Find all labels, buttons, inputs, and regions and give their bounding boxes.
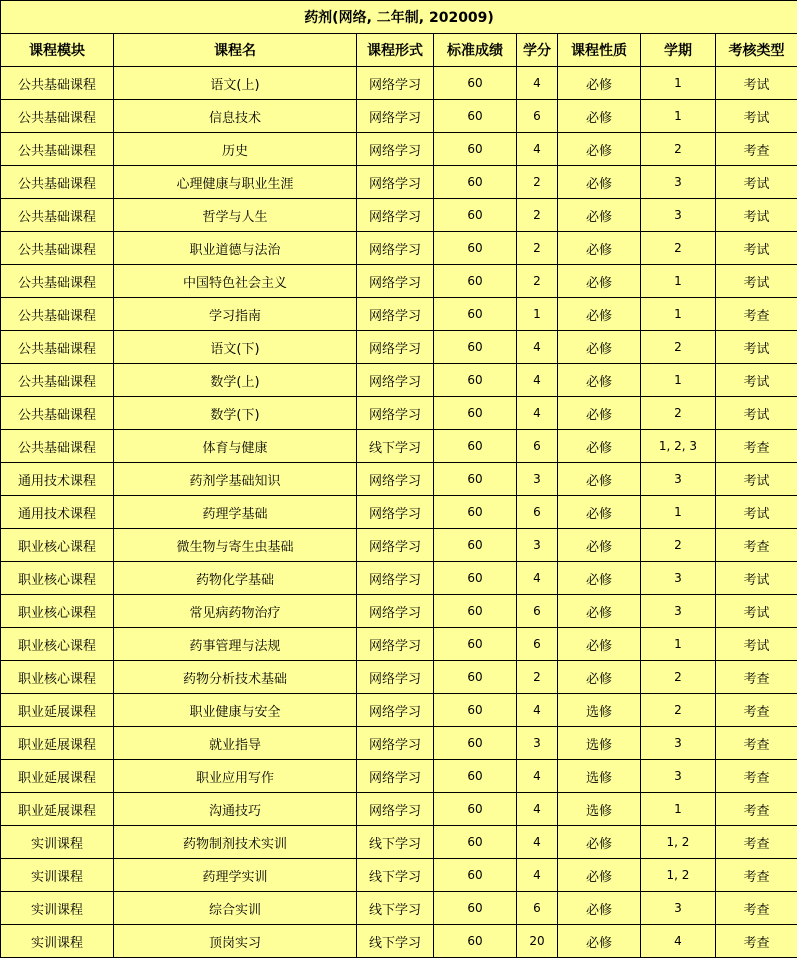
cell-course-type: 选修 — [558, 793, 641, 826]
cell-module: 公共基础课程 — [1, 364, 114, 397]
table-row — [1, 166, 797, 199]
cell-standard-score: 60 — [434, 595, 517, 628]
cell-course-type: 必修 — [558, 529, 641, 562]
table-title: 药剂(网络, 二年制, 202009) — [1, 1, 797, 34]
cell-credits: 20 — [517, 925, 558, 958]
cell-standard-score: 60 — [434, 760, 517, 793]
cell-credits: 4 — [517, 562, 558, 595]
cell-course-format: 网络学习 — [357, 232, 434, 265]
cell-course-name: 药物化学基础 — [114, 562, 357, 595]
table-row — [1, 364, 797, 397]
table-row — [1, 298, 797, 331]
cell-semester: 3 — [641, 595, 716, 628]
table-row — [1, 133, 797, 166]
cell-module: 实训课程 — [1, 925, 114, 958]
cell-credits: 2 — [517, 166, 558, 199]
cell-course-type: 必修 — [558, 397, 641, 430]
cell-course-type: 必修 — [558, 925, 641, 958]
cell-module: 职业核心课程 — [1, 529, 114, 562]
cell-standard-score: 60 — [434, 232, 517, 265]
cell-credits: 6 — [517, 100, 558, 133]
cell-standard-score: 60 — [434, 265, 517, 298]
column-header-course-format: 课程形式 — [357, 34, 434, 67]
table-row — [1, 496, 797, 529]
cell-course-type: 必修 — [558, 562, 641, 595]
cell-credits: 6 — [517, 496, 558, 529]
cell-semester: 1 — [641, 364, 716, 397]
cell-course-name: 历史 — [114, 133, 357, 166]
cell-course-format: 网络学习 — [357, 265, 434, 298]
cell-standard-score: 60 — [434, 892, 517, 925]
cell-module: 公共基础课程 — [1, 265, 114, 298]
column-header-credits: 学分 — [517, 34, 558, 67]
table-row — [1, 562, 797, 595]
cell-standard-score: 60 — [434, 628, 517, 661]
cell-semester: 3 — [641, 727, 716, 760]
cell-course-name: 体育与健康 — [114, 430, 357, 463]
cell-course-name: 药剂学基础知识 — [114, 463, 357, 496]
cell-course-name: 信息技术 — [114, 100, 357, 133]
cell-semester: 3 — [641, 562, 716, 595]
cell-assessment-type: 考试 — [716, 100, 797, 133]
cell-credits: 4 — [517, 694, 558, 727]
table-row — [1, 694, 797, 727]
column-header-module: 课程模块 — [1, 34, 114, 67]
cell-course-type: 选修 — [558, 727, 641, 760]
cell-standard-score: 60 — [434, 364, 517, 397]
cell-course-name: 顶岗实习 — [114, 925, 357, 958]
cell-assessment-type: 考试 — [716, 166, 797, 199]
cell-assessment-type: 考试 — [716, 595, 797, 628]
cell-credits: 3 — [517, 727, 558, 760]
title-row — [1, 1, 797, 34]
cell-course-type: 必修 — [558, 232, 641, 265]
cell-semester: 1 — [641, 496, 716, 529]
cell-assessment-type: 考试 — [716, 463, 797, 496]
cell-standard-score: 60 — [434, 100, 517, 133]
cell-course-name: 语文(下) — [114, 331, 357, 364]
table-row — [1, 892, 797, 925]
cell-credits: 6 — [517, 628, 558, 661]
cell-course-format: 线下学习 — [357, 859, 434, 892]
cell-assessment-type: 考试 — [716, 67, 797, 100]
table-body — [1, 67, 797, 958]
cell-semester: 2 — [641, 232, 716, 265]
cell-course-type: 必修 — [558, 166, 641, 199]
cell-credits: 4 — [517, 793, 558, 826]
cell-credits: 2 — [517, 265, 558, 298]
cell-course-format: 网络学习 — [357, 397, 434, 430]
cell-course-format: 网络学习 — [357, 562, 434, 595]
cell-assessment-type: 考查 — [716, 727, 797, 760]
cell-semester: 1 — [641, 265, 716, 298]
table-row — [1, 793, 797, 826]
cell-semester: 1 — [641, 298, 716, 331]
cell-credits: 4 — [517, 364, 558, 397]
table-row — [1, 826, 797, 859]
cell-course-type: 必修 — [558, 628, 641, 661]
cell-course-format: 网络学习 — [357, 793, 434, 826]
cell-assessment-type: 考查 — [716, 760, 797, 793]
cell-semester: 2 — [641, 694, 716, 727]
cell-credits: 4 — [517, 397, 558, 430]
cell-course-format: 网络学习 — [357, 199, 434, 232]
cell-credits: 6 — [517, 430, 558, 463]
cell-course-format: 网络学习 — [357, 364, 434, 397]
cell-course-type: 必修 — [558, 661, 641, 694]
cell-module: 公共基础课程 — [1, 397, 114, 430]
table-row — [1, 199, 797, 232]
cell-course-type: 必修 — [558, 298, 641, 331]
cell-module: 公共基础课程 — [1, 133, 114, 166]
cell-standard-score: 60 — [434, 826, 517, 859]
cell-course-format: 网络学习 — [357, 661, 434, 694]
table-row — [1, 727, 797, 760]
cell-semester: 2 — [641, 397, 716, 430]
cell-module: 通用技术课程 — [1, 463, 114, 496]
cell-assessment-type: 考试 — [716, 331, 797, 364]
cell-standard-score: 60 — [434, 166, 517, 199]
cell-course-type: 必修 — [558, 892, 641, 925]
cell-standard-score: 60 — [434, 199, 517, 232]
cell-course-format: 网络学习 — [357, 595, 434, 628]
cell-standard-score: 60 — [434, 67, 517, 100]
cell-assessment-type: 考查 — [716, 793, 797, 826]
cell-course-name: 哲学与人生 — [114, 199, 357, 232]
cell-assessment-type: 考查 — [716, 430, 797, 463]
cell-assessment-type: 考查 — [716, 859, 797, 892]
cell-semester: 2 — [641, 661, 716, 694]
cell-semester: 1, 2, 3 — [641, 430, 716, 463]
cell-course-format: 网络学习 — [357, 760, 434, 793]
cell-course-format: 网络学习 — [357, 298, 434, 331]
cell-course-type: 必修 — [558, 826, 641, 859]
column-header-semester: 学期 — [641, 34, 716, 67]
cell-semester: 4 — [641, 925, 716, 958]
cell-course-format: 网络学习 — [357, 67, 434, 100]
cell-course-name: 学习指南 — [114, 298, 357, 331]
cell-course-name: 药理学基础 — [114, 496, 357, 529]
cell-credits: 4 — [517, 760, 558, 793]
cell-assessment-type: 考查 — [716, 661, 797, 694]
cell-course-format: 线下学习 — [357, 430, 434, 463]
cell-course-format: 网络学习 — [357, 100, 434, 133]
cell-module: 通用技术课程 — [1, 496, 114, 529]
cell-course-name: 沟通技巧 — [114, 793, 357, 826]
cell-semester: 2 — [641, 133, 716, 166]
cell-credits: 2 — [517, 199, 558, 232]
table-row — [1, 100, 797, 133]
cell-course-format: 网络学习 — [357, 694, 434, 727]
cell-semester: 3 — [641, 463, 716, 496]
cell-standard-score: 60 — [434, 298, 517, 331]
cell-course-name: 药理学实训 — [114, 859, 357, 892]
cell-semester: 1, 2 — [641, 826, 716, 859]
cell-credits: 3 — [517, 463, 558, 496]
cell-module: 职业核心课程 — [1, 562, 114, 595]
table-row — [1, 760, 797, 793]
cell-module: 公共基础课程 — [1, 166, 114, 199]
cell-module: 公共基础课程 — [1, 430, 114, 463]
cell-course-type: 必修 — [558, 331, 641, 364]
cell-module: 公共基础课程 — [1, 331, 114, 364]
cell-course-type: 必修 — [558, 364, 641, 397]
cell-assessment-type: 考查 — [716, 826, 797, 859]
table-row — [1, 331, 797, 364]
cell-course-name: 常见病药物治疗 — [114, 595, 357, 628]
cell-credits: 3 — [517, 529, 558, 562]
cell-course-format: 线下学习 — [357, 925, 434, 958]
cell-module: 实训课程 — [1, 859, 114, 892]
cell-course-name: 综合实训 — [114, 892, 357, 925]
cell-course-type: 必修 — [558, 595, 641, 628]
cell-module: 实训课程 — [1, 892, 114, 925]
column-header-assessment-type: 考核类型 — [716, 34, 797, 67]
table-row — [1, 628, 797, 661]
cell-module: 职业核心课程 — [1, 595, 114, 628]
cell-semester: 3 — [641, 166, 716, 199]
cell-course-name: 数学(下) — [114, 397, 357, 430]
cell-course-format: 网络学习 — [357, 463, 434, 496]
cell-standard-score: 60 — [434, 859, 517, 892]
cell-semester: 2 — [641, 529, 716, 562]
table-row — [1, 859, 797, 892]
cell-module: 公共基础课程 — [1, 100, 114, 133]
cell-course-name: 微生物与寄生虫基础 — [114, 529, 357, 562]
cell-assessment-type: 考试 — [716, 232, 797, 265]
cell-standard-score: 60 — [434, 793, 517, 826]
cell-credits: 4 — [517, 67, 558, 100]
cell-module: 职业延展课程 — [1, 760, 114, 793]
cell-course-type: 必修 — [558, 100, 641, 133]
cell-semester: 1 — [641, 67, 716, 100]
cell-assessment-type: 考试 — [716, 628, 797, 661]
table-row — [1, 265, 797, 298]
cell-assessment-type: 考查 — [716, 925, 797, 958]
cell-course-type: 必修 — [558, 430, 641, 463]
cell-module: 实训课程 — [1, 826, 114, 859]
table-row — [1, 67, 797, 100]
cell-course-type: 必修 — [558, 133, 641, 166]
cell-course-name: 职业应用写作 — [114, 760, 357, 793]
cell-standard-score: 60 — [434, 397, 517, 430]
cell-module: 职业延展课程 — [1, 694, 114, 727]
cell-course-name: 职业健康与安全 — [114, 694, 357, 727]
cell-assessment-type: 考试 — [716, 397, 797, 430]
cell-credits: 2 — [517, 232, 558, 265]
cell-standard-score: 60 — [434, 727, 517, 760]
cell-module: 职业延展课程 — [1, 793, 114, 826]
table-row — [1, 463, 797, 496]
cell-standard-score: 60 — [434, 529, 517, 562]
cell-semester: 1 — [641, 628, 716, 661]
cell-course-format: 网络学习 — [357, 331, 434, 364]
cell-assessment-type: 考查 — [716, 529, 797, 562]
cell-credits: 4 — [517, 331, 558, 364]
cell-module: 职业核心课程 — [1, 661, 114, 694]
cell-course-name: 语文(上) — [114, 67, 357, 100]
cell-assessment-type: 考查 — [716, 694, 797, 727]
table-row — [1, 925, 797, 958]
table-row — [1, 661, 797, 694]
table-row — [1, 529, 797, 562]
column-header-standard-score: 标准成绩 — [434, 34, 517, 67]
cell-credits: 6 — [517, 892, 558, 925]
cell-semester: 1 — [641, 793, 716, 826]
cell-course-name: 中国特色社会主义 — [114, 265, 357, 298]
cell-course-name: 心理健康与职业生涯 — [114, 166, 357, 199]
cell-course-format: 线下学习 — [357, 892, 434, 925]
cell-course-type: 选修 — [558, 760, 641, 793]
cell-course-format: 网络学习 — [357, 727, 434, 760]
cell-standard-score: 60 — [434, 133, 517, 166]
cell-standard-score: 60 — [434, 562, 517, 595]
cell-semester: 1 — [641, 100, 716, 133]
cell-semester: 2 — [641, 331, 716, 364]
cell-course-type: 必修 — [558, 496, 641, 529]
cell-credits: 2 — [517, 661, 558, 694]
cell-standard-score: 60 — [434, 496, 517, 529]
cell-semester: 3 — [641, 760, 716, 793]
cell-assessment-type: 考试 — [716, 562, 797, 595]
cell-course-type: 必修 — [558, 265, 641, 298]
cell-semester: 3 — [641, 892, 716, 925]
cell-module: 公共基础课程 — [1, 67, 114, 100]
table-row — [1, 397, 797, 430]
cell-standard-score: 60 — [434, 430, 517, 463]
cell-standard-score: 60 — [434, 694, 517, 727]
cell-course-name: 药物制剂技术实训 — [114, 826, 357, 859]
cell-module: 公共基础课程 — [1, 298, 114, 331]
table-row — [1, 595, 797, 628]
cell-module: 职业延展课程 — [1, 727, 114, 760]
column-header-course-type: 课程性质 — [558, 34, 641, 67]
cell-course-format: 网络学习 — [357, 133, 434, 166]
cell-assessment-type: 考查 — [716, 133, 797, 166]
cell-course-name: 药事管理与法规 — [114, 628, 357, 661]
header-row — [1, 34, 797, 67]
column-header-course-name: 课程名 — [114, 34, 357, 67]
cell-assessment-type: 考试 — [716, 199, 797, 232]
cell-course-format: 网络学习 — [357, 529, 434, 562]
cell-credits: 1 — [517, 298, 558, 331]
cell-assessment-type: 考试 — [716, 496, 797, 529]
cell-course-format: 网络学习 — [357, 496, 434, 529]
cell-module: 职业核心课程 — [1, 628, 114, 661]
cell-course-type: 必修 — [558, 463, 641, 496]
cell-standard-score: 60 — [434, 925, 517, 958]
cell-module: 公共基础课程 — [1, 199, 114, 232]
table-row — [1, 430, 797, 463]
cell-course-format: 网络学习 — [357, 628, 434, 661]
cell-credits: 4 — [517, 133, 558, 166]
cell-course-name: 职业道德与法治 — [114, 232, 357, 265]
cell-semester: 3 — [641, 199, 716, 232]
cell-course-format: 线下学习 — [357, 826, 434, 859]
cell-assessment-type: 考查 — [716, 892, 797, 925]
cell-course-type: 必修 — [558, 859, 641, 892]
cell-course-name: 数学(上) — [114, 364, 357, 397]
cell-assessment-type: 考查 — [716, 298, 797, 331]
cell-credits: 4 — [517, 826, 558, 859]
cell-course-type: 必修 — [558, 67, 641, 100]
table-row — [1, 232, 797, 265]
cell-standard-score: 60 — [434, 661, 517, 694]
cell-credits: 6 — [517, 595, 558, 628]
cell-module: 公共基础课程 — [1, 232, 114, 265]
cell-course-type: 选修 — [558, 694, 641, 727]
cell-course-format: 网络学习 — [357, 166, 434, 199]
cell-assessment-type: 考试 — [716, 265, 797, 298]
cell-standard-score: 60 — [434, 463, 517, 496]
cell-credits: 4 — [517, 859, 558, 892]
cell-standard-score: 60 — [434, 331, 517, 364]
cell-semester: 1, 2 — [641, 859, 716, 892]
cell-course-name: 药物分析技术基础 — [114, 661, 357, 694]
cell-course-name: 就业指导 — [114, 727, 357, 760]
cell-course-type: 必修 — [558, 199, 641, 232]
cell-assessment-type: 考试 — [716, 364, 797, 397]
